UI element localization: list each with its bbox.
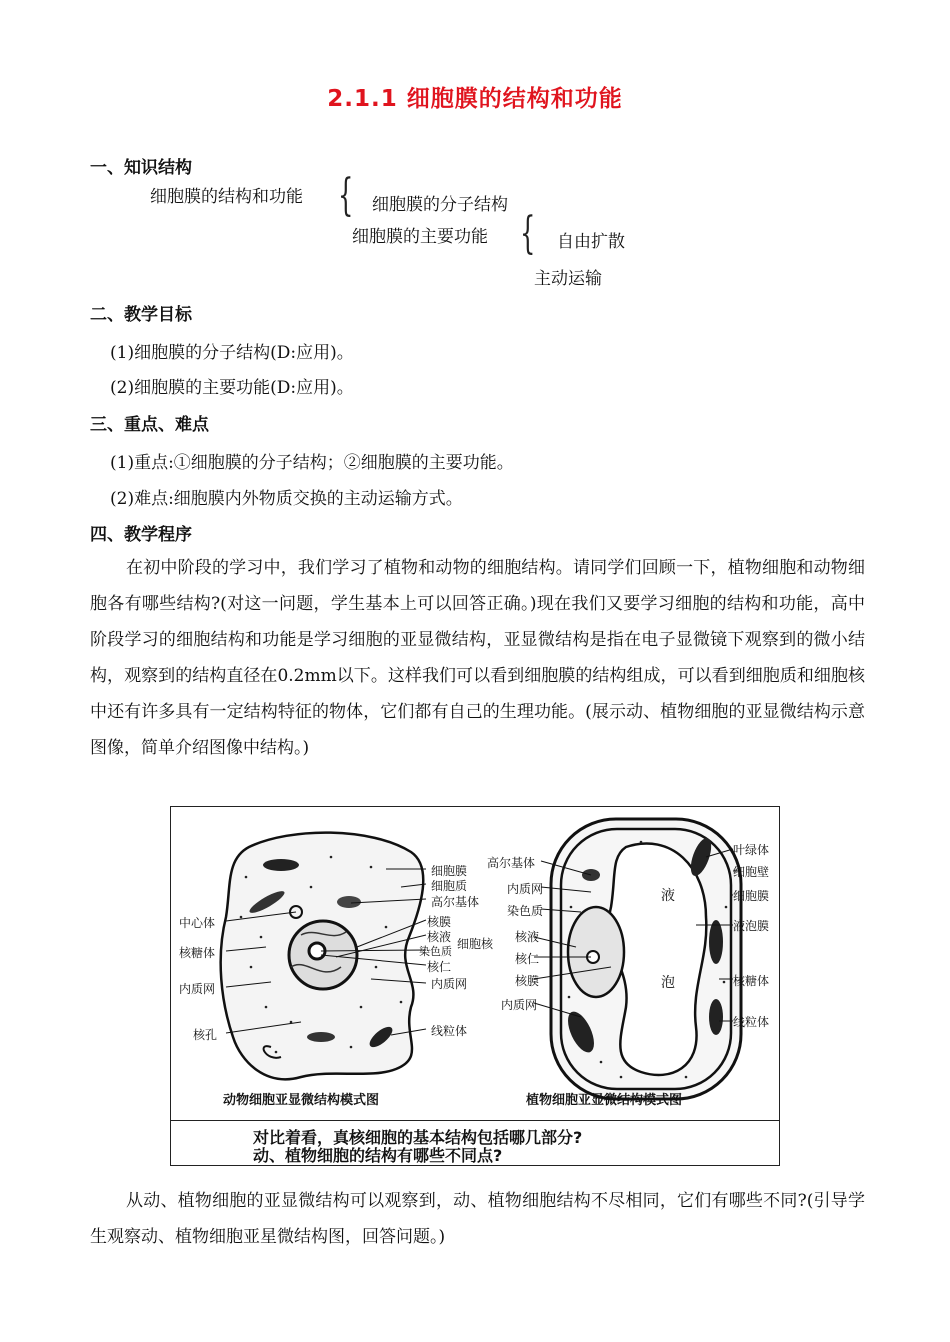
goal-item-1: (1)细胞膜的分子结构(D:应用)。 bbox=[110, 343, 354, 363]
label-plant-mito: 线粒体 bbox=[733, 1015, 770, 1029]
label-animal-golgi: 高尔基体 bbox=[431, 895, 480, 909]
cell-diagrams bbox=[171, 807, 778, 1117]
heading-knowledge: 一、知识结构 bbox=[90, 158, 192, 178]
figure-divider bbox=[171, 1120, 779, 1121]
plant-cell-drawing bbox=[534, 819, 741, 1099]
label-plant-vacuole-1: 液 bbox=[661, 888, 675, 904]
label-animal-nucleus: 细胞核 bbox=[457, 937, 494, 951]
label-animal-nucleolus: 核仁 bbox=[427, 960, 452, 974]
procedure-paragraph-1: 在初中阶段的学习中，我们学习了植物和动物的细胞结构。请同学们回顾一下，植物细胞和动物细胞各有哪些结构?(对这一问题，学生基本上可以回答正确。)现在我们又要学习细胞的结构和功能，高中阶段学习的细胞结构和功能是学习细胞的亚显微结构，亚显微结构是指在电子显微镜下观察到的微小结构，观察到的结构直径在0.2mm以下。这样我们可以看到细胞膜的结构组成，可以看到细胞质和细胞核中还有许多具有一定结构特征的物体，它们都有自己的生理功能。(展示动、植物细胞的亚显微结构示意图像，简单介绍图像中结构。) bbox=[90, 558, 865, 758]
knowledge-leaf2: 主动运输 bbox=[534, 269, 602, 289]
label-animal-nuc-sap: 核液 bbox=[427, 930, 452, 944]
knowledge-branch1: 细胞膜的分子结构 bbox=[372, 195, 508, 215]
label-plant-nucleolus: 核仁 bbox=[515, 952, 540, 966]
label-animal-chromatin: 染色质 bbox=[419, 945, 452, 958]
label-animal-mito: 线粒体 bbox=[431, 1024, 468, 1038]
label-animal-er2: 内质网 bbox=[431, 977, 468, 991]
label-plant-chromatin: 染色质 bbox=[507, 904, 544, 918]
label-plant-nuc-membrane: 核膜 bbox=[515, 974, 540, 988]
label-plant-vacuole-2: 泡 bbox=[661, 975, 675, 991]
heading-keypoints: 三、重点、难点 bbox=[90, 415, 209, 435]
knowledge-leaf1: 自由扩散 bbox=[557, 232, 625, 252]
label-animal-cytoplasm: 细胞质 bbox=[431, 879, 468, 893]
label-animal-pore: 核孔 bbox=[193, 1028, 218, 1042]
knowledge-branch2: 细胞膜的主要功能 bbox=[352, 227, 488, 247]
keypoint-item-2: (2)难点:细胞膜内外物质交换的主动运输方式。 bbox=[110, 489, 463, 509]
label-plant-chloroplast: 叶绿体 bbox=[733, 843, 770, 857]
label-plant-golgi: 高尔基体 bbox=[487, 856, 536, 870]
label-animal-ribosome: 核糖体 bbox=[179, 946, 216, 960]
label-plant-membrane: 细胞膜 bbox=[733, 889, 770, 903]
label-animal-nuc-membrane: 核膜 bbox=[427, 915, 452, 929]
label-animal-er: 内质网 bbox=[179, 982, 216, 996]
cell-structure-figure bbox=[170, 806, 780, 1166]
label-plant-wall: 细胞壁 bbox=[733, 865, 770, 879]
label-animal-membrane: 细胞膜 bbox=[431, 864, 468, 878]
label-animal-centriole: 中心体 bbox=[179, 916, 216, 930]
procedure-paragraph-2: 从动、植物细胞的亚显微结构可以观察到，动、植物细胞结构不尽相同，它们有哪些不同?(引导学生观察动、植物细胞亚星微结构图，回答问题。) bbox=[90, 1191, 865, 1247]
figure-question-2: 动、植物细胞的结构有哪些不同点? bbox=[253, 1146, 503, 1165]
label-plant-er2: 内质网 bbox=[501, 998, 538, 1012]
label-plant-er: 内质网 bbox=[507, 882, 544, 896]
heading-goals: 二、教学目标 bbox=[90, 305, 192, 325]
heading-procedure: 四、教学程序 bbox=[90, 525, 192, 545]
animal-cell-drawing bbox=[221, 833, 426, 1080]
plant-caption: 植物细胞亚显微结构模式图 bbox=[526, 1093, 683, 1108]
knowledge-root: 细胞膜的结构和功能 bbox=[150, 187, 303, 207]
goal-item-2: (2)细胞膜的主要功能(D:应用)。 bbox=[110, 378, 354, 398]
label-plant-nuc-sap: 核液 bbox=[515, 930, 540, 944]
figure-question-1: 对比着看，真核细胞的基本结构包括哪几部分? bbox=[253, 1128, 583, 1147]
label-plant-tonoplast: 液泡膜 bbox=[733, 919, 770, 933]
brace-1: { bbox=[338, 170, 354, 221]
keypoint-item-1: (1)重点:①细胞膜的分子结构；②细胞膜的主要功能。 bbox=[110, 453, 514, 473]
brace-2: { bbox=[520, 208, 536, 259]
page-title: 2.1.1 细胞膜的结构和功能 bbox=[327, 86, 623, 112]
animal-caption: 动物细胞亚显微结构模式图 bbox=[223, 1093, 380, 1108]
label-plant-ribosome: 核糖体 bbox=[733, 974, 770, 988]
